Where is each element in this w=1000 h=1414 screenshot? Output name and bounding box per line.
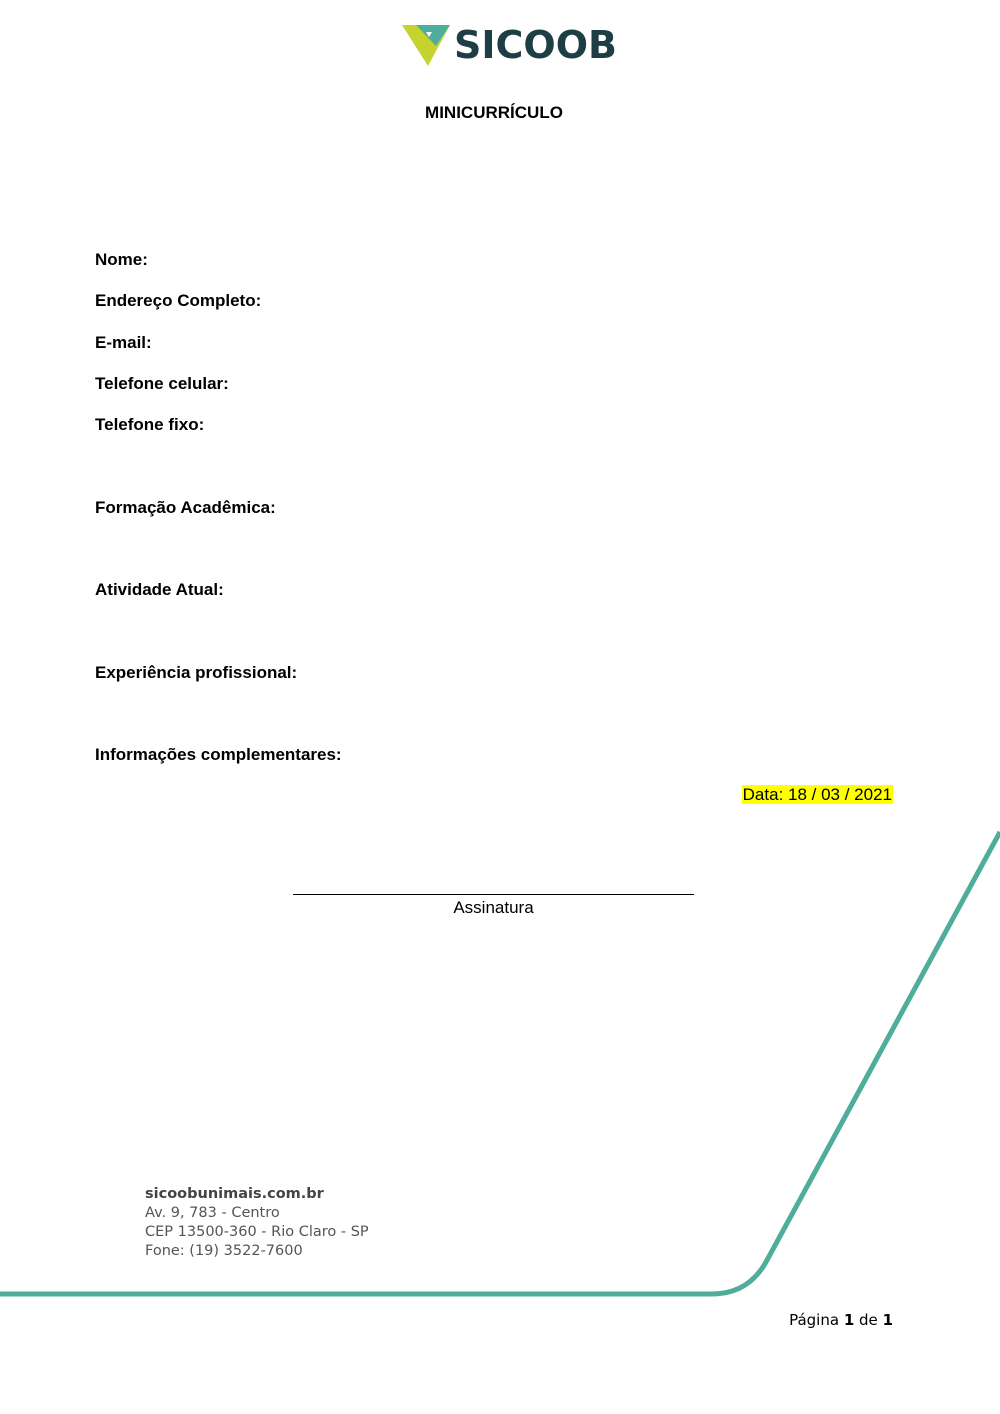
sicoob-logo-icon [402, 22, 454, 68]
field-formacao: Formação Acadêmica: [95, 498, 276, 517]
signature-line [293, 894, 694, 895]
footer-address-line1: Av. 9, 783 - Centro [145, 1205, 280, 1221]
page-prefix: Página [789, 1311, 840, 1329]
field-informacoes: Informações complementares: [95, 745, 342, 764]
footer-address [145, 1185, 369, 1261]
footer-phone: Fone: (19) 3522-7600 [145, 1243, 303, 1259]
document-title: MINICURRÍCULO [425, 103, 563, 122]
footer-website: sicoobunimais.com.br [145, 1186, 324, 1202]
field-telefone-celular: Telefone celular: [95, 374, 229, 393]
date-line [742, 785, 893, 805]
page-of: de [859, 1311, 878, 1329]
page-total: 1 [882, 1311, 893, 1329]
field-endereco: Endereço Completo: [95, 291, 262, 310]
field-atividade-atual: Atividade Atual: [95, 580, 224, 599]
field-email: E-mail: [95, 333, 152, 352]
field-nome: Nome: [95, 250, 148, 269]
logo-wordmark: SICOOB [454, 23, 617, 67]
page-number [789, 1311, 893, 1329]
signature-label: Assinatura [453, 898, 534, 917]
date-text: Data: 18 / 03 / 2021 [742, 785, 892, 804]
field-experiencia: Experiência profissional: [95, 663, 298, 682]
sicoob-logo [402, 22, 617, 70]
page-current: 1 [843, 1311, 855, 1329]
footer-address-line2: CEP 13500-360 - Rio Claro - SP [145, 1224, 369, 1240]
field-telefone-fixo: Telefone fixo: [95, 415, 205, 434]
